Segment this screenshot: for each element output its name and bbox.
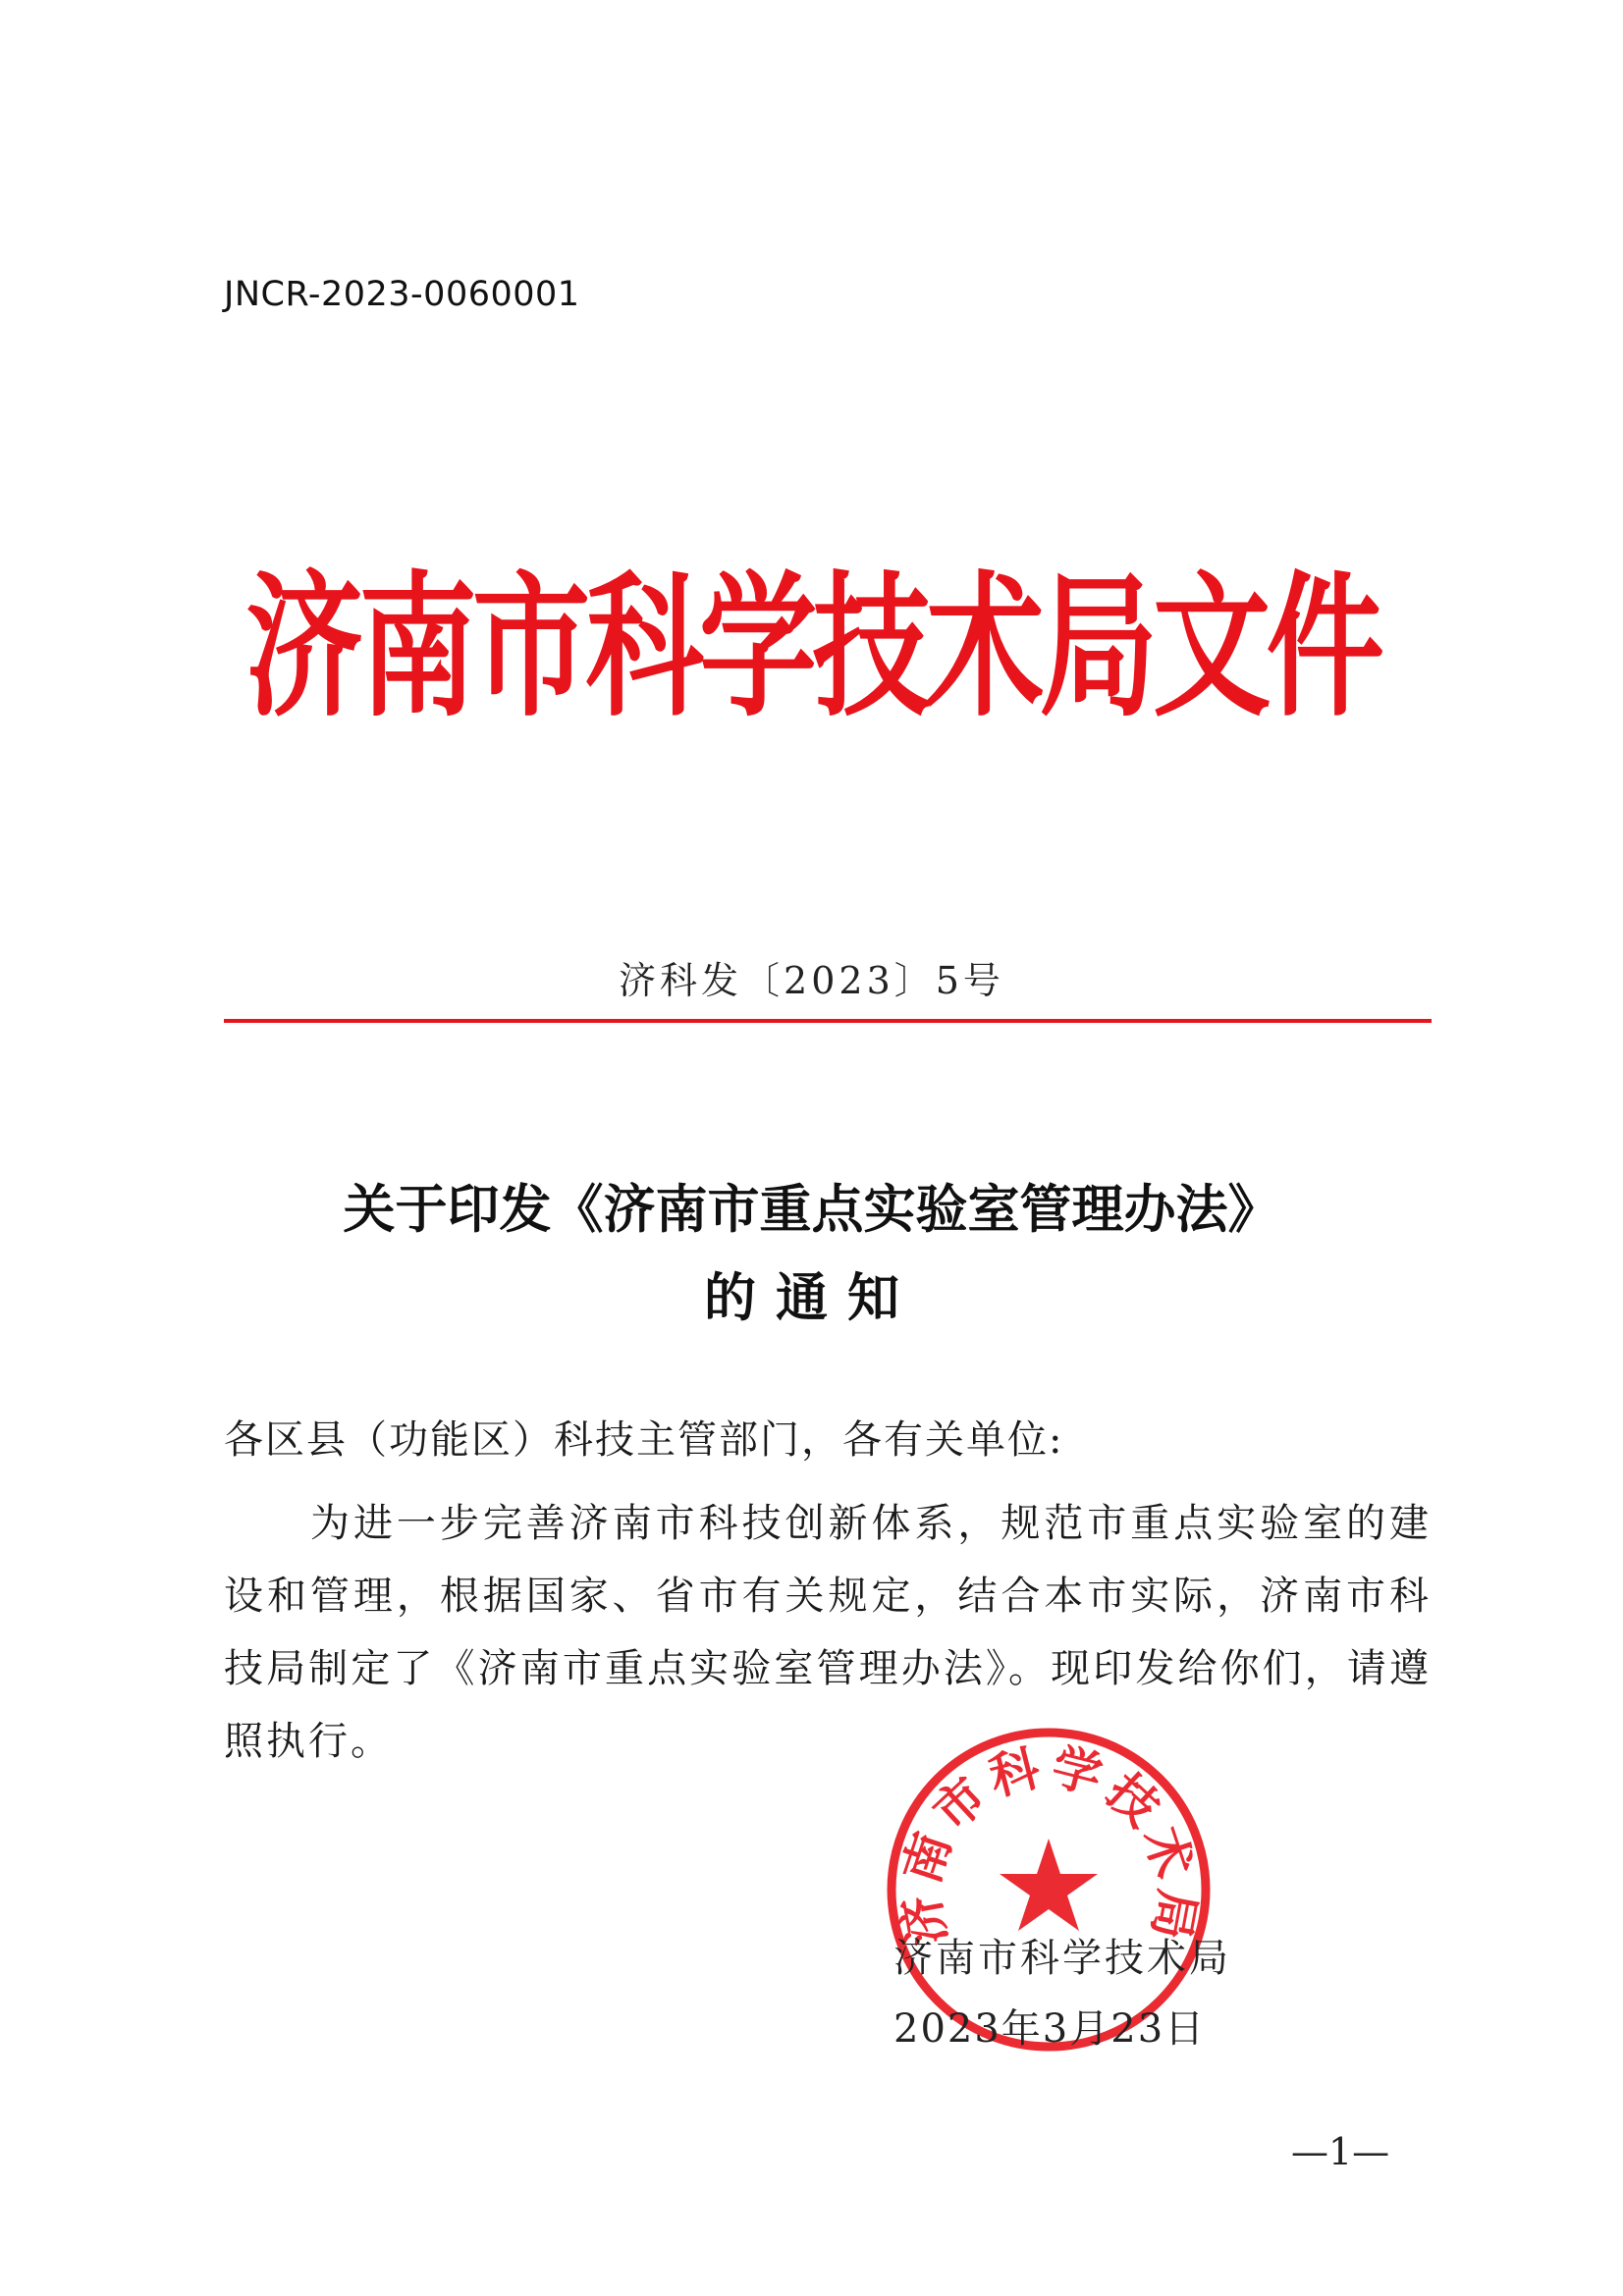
salutation: 各区县（功能区）科技主管部门，各有关单位: bbox=[224, 1417, 1064, 1463]
page-number: —1— bbox=[1291, 2130, 1390, 2173]
issue-number: 济科发〔2023〕5号 bbox=[619, 959, 1004, 1002]
notice-title-line-1: 关于印发《济南市重点实验室管理办法》 bbox=[343, 1179, 1280, 1240]
notice-title-line-2: 的通知 bbox=[704, 1267, 919, 1328]
masthead-title: 济南市科学技术局文件 bbox=[245, 557, 1380, 738]
body-paragraph: 为进一步完善济南市科技创新体系，规范市重点实验室的建设和管理，根据国家、省市有关规定，结合本市实际，济南市科技局制定了《济南市重点实验室管理办法》。现印发给你们，请遵照执行。 bbox=[224, 1501, 1432, 1764]
star-icon bbox=[1000, 1839, 1098, 1931]
red-divider bbox=[224, 1019, 1432, 1023]
seal-text: 济南市科学技术局 bbox=[890, 1736, 1208, 1950]
document-code: JNCR-2023-0060001 bbox=[224, 275, 580, 314]
issue-date: 2023年3月23日 bbox=[893, 2006, 1207, 2052]
issuer-name: 济南市科学技术局 bbox=[893, 1936, 1231, 1981]
